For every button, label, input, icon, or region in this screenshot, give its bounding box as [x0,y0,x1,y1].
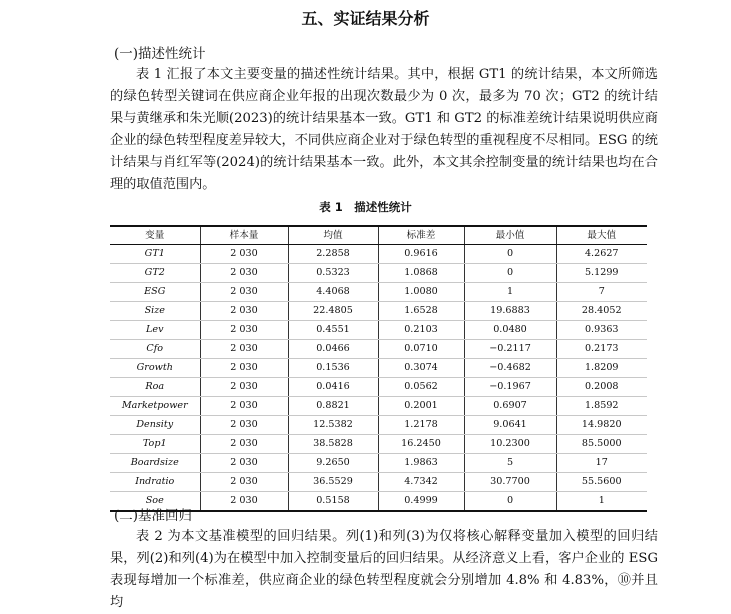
cell-min: −0.1967 [464,378,556,397]
cell-max: 5.1299 [556,264,647,283]
table-row [110,435,647,454]
table-row [110,397,647,416]
cell-variable: Soe [110,492,200,512]
cell-max: 1 [556,492,647,512]
cell-sample-size: 2 030 [200,340,288,359]
table-row [110,302,647,321]
cell-mean: 0.8821 [288,397,378,416]
cell-min: 0 [464,264,556,283]
cell-variable: Lev [110,321,200,340]
cell-variable: Cfo [110,340,200,359]
cell-std-dev: 1.2178 [378,416,464,435]
section-title: 五、实证结果分析 [301,9,430,28]
table-row [110,264,647,283]
cell-min: −0.4682 [464,359,556,378]
cell-min: 19.6883 [464,302,556,321]
cell-mean: 2.2858 [288,245,378,264]
cell-min: 1 [464,283,556,302]
cell-min: 5 [464,454,556,473]
cell-mean: 0.0416 [288,378,378,397]
cell-min: 0.6907 [464,397,556,416]
cell-std-dev: 0.3074 [378,359,464,378]
cell-max: 85.5000 [556,435,647,454]
cell-sample-size: 2 030 [200,435,288,454]
cell-std-dev: 0.0562 [378,378,464,397]
cell-max: 17 [556,454,647,473]
cell-variable: Growth [110,359,200,378]
cell-sample-size: 2 030 [200,492,288,512]
cell-mean: 22.4805 [288,302,378,321]
table-row [110,416,647,435]
cell-mean: 0.5158 [288,492,378,512]
cell-variable: Size [110,302,200,321]
cell-sample-size: 2 030 [200,359,288,378]
cell-sample-size: 2 030 [200,397,288,416]
cell-min: 9.0641 [464,416,556,435]
cell-min: 0 [464,492,556,512]
table-row [110,454,647,473]
header-mean: 均值 [288,226,378,245]
cell-max: 28.4052 [556,302,647,321]
header-min: 最小值 [464,226,556,245]
cell-sample-size: 2 030 [200,283,288,302]
table-row [110,340,647,359]
cell-min: 30.7700 [464,473,556,492]
cell-min: 0.0480 [464,321,556,340]
cell-std-dev: 1.0080 [378,283,464,302]
cell-std-dev: 0.4999 [378,492,464,512]
table-row [110,378,647,397]
cell-variable: Roa [110,378,200,397]
cell-sample-size: 2 030 [200,416,288,435]
cell-variable: Top1 [110,435,200,454]
cell-max: 14.9820 [556,416,647,435]
cell-max: 1.8592 [556,397,647,416]
cell-min: 0 [464,245,556,264]
cell-std-dev: 0.2001 [378,397,464,416]
cell-mean: 0.4551 [288,321,378,340]
subsection-heading-descriptive: (一)描述性统计 [114,46,206,62]
paragraph-baseline [110,526,658,614]
table-row [110,359,647,378]
table-row [110,321,647,340]
cell-variable: Boardsize [110,454,200,473]
cell-variable: GT2 [110,264,200,283]
cell-sample-size: 2 030 [200,321,288,340]
cell-sample-size: 2 030 [200,378,288,397]
cell-variable: Marketpower [110,397,200,416]
cell-sample-size: 2 030 [200,302,288,321]
cell-std-dev: 1.0868 [378,264,464,283]
cell-sample-size: 2 030 [200,245,288,264]
cell-min: 10.2300 [464,435,556,454]
cell-std-dev: 4.7342 [378,473,464,492]
cell-mean: 36.5529 [288,473,378,492]
cell-sample-size: 2 030 [200,454,288,473]
cell-min: −0.2117 [464,340,556,359]
cell-max: 1.8209 [556,359,647,378]
cell-std-dev: 1.9863 [378,454,464,473]
cell-std-dev: 0.9616 [378,245,464,264]
cell-max: 55.5600 [556,473,647,492]
cell-variable: Density [110,416,200,435]
table-row [110,283,647,302]
cell-std-dev: 1.6528 [378,302,464,321]
cell-mean: 9.2650 [288,454,378,473]
cell-mean: 0.1536 [288,359,378,378]
cell-mean: 4.4068 [288,283,378,302]
cell-max: 0.9363 [556,321,647,340]
cell-std-dev: 16.2450 [378,435,464,454]
paragraph-descriptive [110,64,658,196]
paragraph-descriptive-text: 表 1 汇报了本文主要变量的描述性统计结果。其中，根据 GT1 的统计结果，本文所筛选的绿色转型关键词在供应商企业年报的出现次数最少为 0 次，最多为 70 次；GT2 的统计结果与黄继承和朱光顺(2023)的统计结果基本一致。GT1 和 GT2 的标准差统计结果说明供应商企业的绿色转型程度差异较大，不同供应商企业对于绿色转型的重视程度不尽相同。ESG 的统计结果与肖红军等(2024)的统计结果基本一致。此外，本文其余控制变量的统计结果也均在合理的取值范围内。 [110,67,658,192]
table-row [110,473,647,492]
table-header-row [110,226,647,245]
table-row [110,245,647,264]
cell-max: 0.2173 [556,340,647,359]
cell-mean: 38.5828 [288,435,378,454]
cell-sample-size: 2 030 [200,473,288,492]
table-body [110,245,647,512]
cell-max: 4.2627 [556,245,647,264]
cell-max: 0.2008 [556,378,647,397]
cell-variable: ESG [110,283,200,302]
cell-variable: Indratio [110,473,200,492]
cell-std-dev: 0.2103 [378,321,464,340]
header-std-dev: 标准差 [378,226,464,245]
cell-variable: GT1 [110,245,200,264]
cell-max: 7 [556,283,647,302]
subsection-heading-baseline: (二)基准回归 [114,508,193,524]
cell-std-dev: 0.0710 [378,340,464,359]
cell-mean: 12.5382 [288,416,378,435]
table-caption: 表 1 描述性统计 [319,200,412,214]
cell-sample-size: 2 030 [200,264,288,283]
cell-mean: 0.5323 [288,264,378,283]
header-max: 最大值 [556,226,647,245]
header-variable: 变量 [110,226,200,245]
descriptive-stats-table [110,225,647,512]
header-sample-size: 样本量 [200,226,288,245]
paragraph-baseline-text: 表 2 为本文基准模型的回归结果。列(1)和列(3)为仅将核心解释变量加入模型的回归结果，列(2)和列(4)为在模型中加入控制变量后的回归结果。从经济意义上看，客户企业的 ESG 表现每增加一个标准差，供应商企业的绿色转型程度就会分别增加 4.8% 和 4.83%，⑩并且均 [110,529,658,610]
cell-mean: 0.0466 [288,340,378,359]
